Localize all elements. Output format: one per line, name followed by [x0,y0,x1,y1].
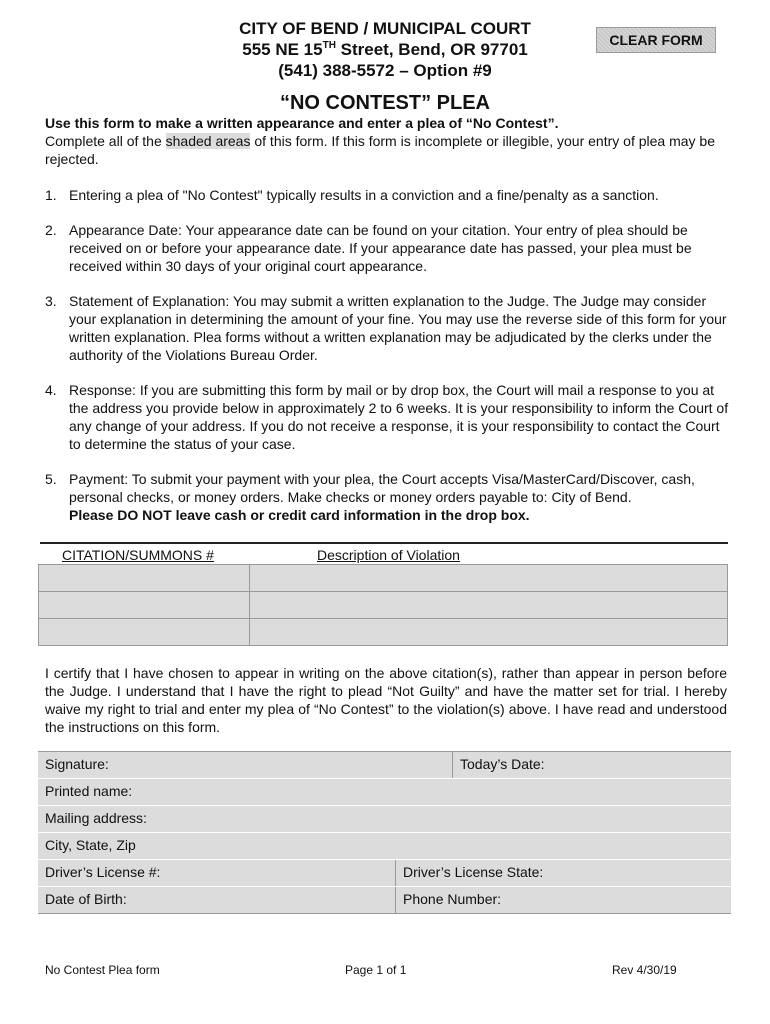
defendant-info-form [38,751,731,914]
mailing-address-field[interactable]: Mailing address: [45,810,147,826]
footer-form-name: No Contest Plea form [45,963,160,977]
certification-statement: I certify that I have chosen to appear in writing on the above citation(s), rather than appear in person before the Judge. I understand that I have the right to plead “Not Guilty” and have the matter set for trial. I hereby waive my right to trial and enter my plea of “No Contest” to the violation(s) above. I have read and understood the instructions on this form. [45,665,727,735]
instruction-item: 4. Response: If you are submitting this form by mail or by drop box, the Court will mail a response to you at the address you provide below in approximately 2 to 6 weeks. It is your responsibility to inform the Court of any change of your address. If you do not receive a response, it is your responsibility to contact the Court to determine the status of your case. [45,382,729,452]
violation-description-input[interactable] [250,619,728,646]
instruction-item: 5. Payment: To submit your payment with your plea, the Court accepts Visa/MasterCard/Discover, cash, personal checks, or money orders. Make checks or money orders payable to: City of Bend. Please DO NOT leave cash or credit card information in the drop box. [45,471,695,523]
citation-number-header: CITATION/SUMMONS # [62,547,214,563]
violation-description-header: Description of Violation [317,547,460,563]
signature-field[interactable]: Signature: [45,756,109,772]
phone-number-field[interactable]: Phone Number: [395,887,731,913]
violation-description-input[interactable] [250,565,728,592]
citation-number-input[interactable] [39,565,250,592]
citation-table-section [38,542,728,646]
court-address: 555 NE 15TH Street, Bend, OR 97701 [242,40,528,59]
clear-form-button[interactable]: CLEAR FORM [596,27,716,53]
citation-table-header [38,544,728,564]
intro-text: Use this form to make a written appearance and enter a plea of “No Contest”. Complete all of the shaded areas of this form. If this form is incomplete or illegible, your entry of plea may be rejected. [45,114,735,168]
todays-date-field[interactable]: Today’s Date: [452,752,731,778]
shaded-areas-sample: shaded areas [165,133,251,149]
court-name: CITY OF BEND / MUNICIPAL COURT [239,19,531,38]
citation-table [38,564,728,646]
date-of-birth-field[interactable]: Date of Birth: [45,891,127,907]
instruction-item: 3. Statement of Explanation: You may submit a written explanation to the Judge. The Judge may consider your explanation in determining the amount of your fine. You may use the reverse side of this form for your written explanation. Plea forms without a written explanation may be adjudicated by the clerks under the authority of the Violations Bureau Order. [45,293,727,363]
drivers-license-field[interactable]: Driver’s License #: [45,864,161,880]
violation-description-input[interactable] [250,592,728,619]
footer-revision: Rev 4/30/19 [612,963,677,977]
court-phone: (541) 388-5572 – Option #9 [278,61,492,80]
drivers-license-state-field[interactable]: Driver’s License State: [395,860,731,886]
intro-bold: Use this form to make a written appearance and enter a plea of “No Contest”. [45,115,559,131]
city-state-zip-field[interactable]: City, State, Zip [45,837,136,853]
instruction-item: 2. Appearance Date: Your appearance date can be found on your citation. Your entry of plea should be received on or before your appearance date. If your appearance date has passed, your plea must be received within 30 days of your original court appearance. [45,222,692,274]
table-row [39,565,728,592]
instruction-item: 1. Entering a plea of "No Contest" typically results in a conviction and a fine/penalty as a sanction. [45,187,659,203]
table-row [39,619,728,646]
citation-number-input[interactable] [39,619,250,646]
printed-name-field[interactable]: Printed name: [45,783,133,799]
citation-number-input[interactable] [39,592,250,619]
form-title: “NO CONTEST” PLEA [279,92,490,114]
table-row [39,592,728,619]
footer-page-number: Page 1 of 1 [345,963,407,977]
instruction-list [45,186,735,541]
drop-box-warning: Please DO NOT leave cash or credit card information in the drop box. [69,507,530,523]
